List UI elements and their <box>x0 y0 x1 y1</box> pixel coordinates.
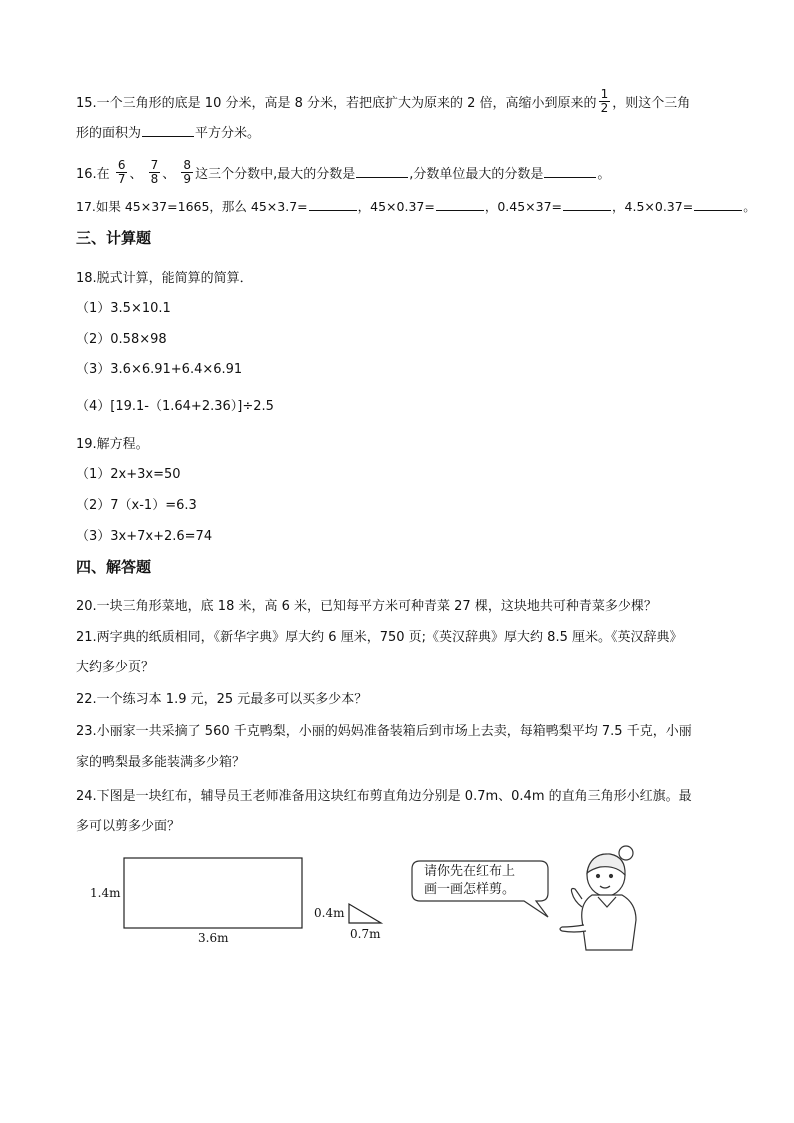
question-23-line-2: 家的鸭梨最多能装满多少箱？ <box>76 755 246 770</box>
section-4-heading: 四、解答题 <box>76 558 152 576</box>
fraction-denominator: 9 <box>183 172 192 186</box>
question-16-text: 16.在 <box>76 167 110 182</box>
fraction-denominator: 8 <box>150 172 159 186</box>
answer-blank[interactable] <box>544 165 596 178</box>
bubble-text-line-1: 请你先在红布上 <box>424 864 516 879</box>
fraction-numerator: 1 <box>600 87 609 101</box>
question-17-line <box>76 198 756 216</box>
flag-triangle <box>349 904 381 923</box>
rect-height-label: 1.4m <box>90 886 121 900</box>
question-18-item-1: （1）3.5×10.1 <box>76 301 171 316</box>
answer-blank[interactable] <box>694 198 742 211</box>
question-15-line-1 <box>76 87 691 117</box>
red-cloth-figure <box>0 845 794 965</box>
cloth-rectangle <box>124 858 302 928</box>
question-16-text-3: ,分数单位最大的分数是 <box>409 167 544 182</box>
separator: 、 <box>129 167 143 182</box>
separator: 、 <box>162 167 176 182</box>
question-17-text: 17.如果 45×37=1665，那么 45×3.7= <box>76 199 308 214</box>
question-18: 18.脱式计算，能简算的简算． <box>76 271 253 286</box>
question-19-item-2: （2）7（x-1）=6.3 <box>76 498 197 513</box>
rect-width-label: 3.6m <box>198 931 229 945</box>
question-15-text: 15.一个三角形的底是 10 分米，高是 8 分米，若把底扩大为原来的 2 倍，高缩小到原来的 <box>76 96 597 111</box>
teacher-illustration <box>560 846 636 950</box>
question-17-text-3: ，0.45×37= <box>484 199 563 214</box>
question-17-text-4: ，4.5×0.37= <box>612 199 694 214</box>
question-24-line-2: 多可以剪多少面？ <box>76 819 181 834</box>
triangle-height-label: 0.4m <box>314 906 345 920</box>
question-19: 19.解方程。 <box>76 437 149 452</box>
bubble-text-line-2: 画一画怎样剪。 <box>424 882 516 897</box>
question-20: 20.一块三角形菜地，底 18 米，高 6 米，已知每平方米可种青菜 27 棵，这块地共可种青菜多少棵？ <box>76 599 657 614</box>
answer-blank[interactable] <box>142 124 194 137</box>
fraction-numerator: 6 <box>117 158 126 172</box>
question-15-line-2 <box>76 124 260 143</box>
fraction-denominator: 7 <box>117 172 126 186</box>
question-21-line-1: 21.两字典的纸质相同，《新华字典》厚大约 6 厘米，750 页;《英汉辞典》厚大约 8.5 厘米。《英汉辞典》 <box>76 630 683 645</box>
fraction-numerator: 8 <box>183 158 192 172</box>
fraction-eight-ninths <box>181 159 193 186</box>
section-3-heading: 三、计算题 <box>76 229 152 247</box>
question-17-end: 。 <box>743 199 756 214</box>
question-24-line-1: 24.下图是一块红布，辅导员王老师准备用这块红布剪直角边分别是 0.7m、0.4m 的直角三角形小红旗。最 <box>76 789 692 804</box>
fraction-denominator: 2 <box>600 101 609 115</box>
question-23-line-1: 23.小丽家一共采摘了 560 千克鸭梨，小丽的妈妈准备装箱后到市场上去卖，每箱鸭梨平均 7.5 千克，小丽 <box>76 724 692 739</box>
figure-drawing <box>0 845 794 965</box>
answer-blank[interactable] <box>436 198 484 211</box>
question-19-item-3: （3）3x+7x+2.6=74 <box>76 529 213 544</box>
answer-blank[interactable] <box>563 198 611 211</box>
question-16-line <box>76 158 611 188</box>
answer-blank[interactable] <box>356 165 408 178</box>
fraction-one-half <box>599 88 611 115</box>
question-16-end: 。 <box>597 167 611 182</box>
fraction-numerator: 7 <box>150 158 159 172</box>
question-17-text-2: ，45×0.37= <box>357 199 435 214</box>
triangle-width-label: 0.7m <box>350 927 381 941</box>
question-15-unit: 平方分米。 <box>195 126 261 141</box>
question-15-text-2: 形的面积为 <box>76 126 142 141</box>
fraction-six-sevenths <box>116 159 128 186</box>
question-21-line-2: 大约多少页？ <box>76 660 155 675</box>
question-18-item-4: （4）[19.1-（1.64+2.36）]÷2.5 <box>76 399 274 414</box>
question-16-text-2: 这三个分数中,最大的分数是 <box>195 167 356 182</box>
question-18-item-3: （3）3.6×6.91+6.4×6.91 <box>76 362 243 377</box>
question-22: 22.一个练习本 1.9 元，25 元最多可以买多少本？ <box>76 692 368 707</box>
fraction-seven-eighths <box>149 159 161 186</box>
question-15-text-cont: ，则这个三角 <box>612 96 691 111</box>
question-19-item-1: （1）2x+3x=50 <box>76 467 181 482</box>
question-18-item-2: （2）0.58×98 <box>76 332 167 347</box>
answer-blank[interactable] <box>309 198 357 211</box>
